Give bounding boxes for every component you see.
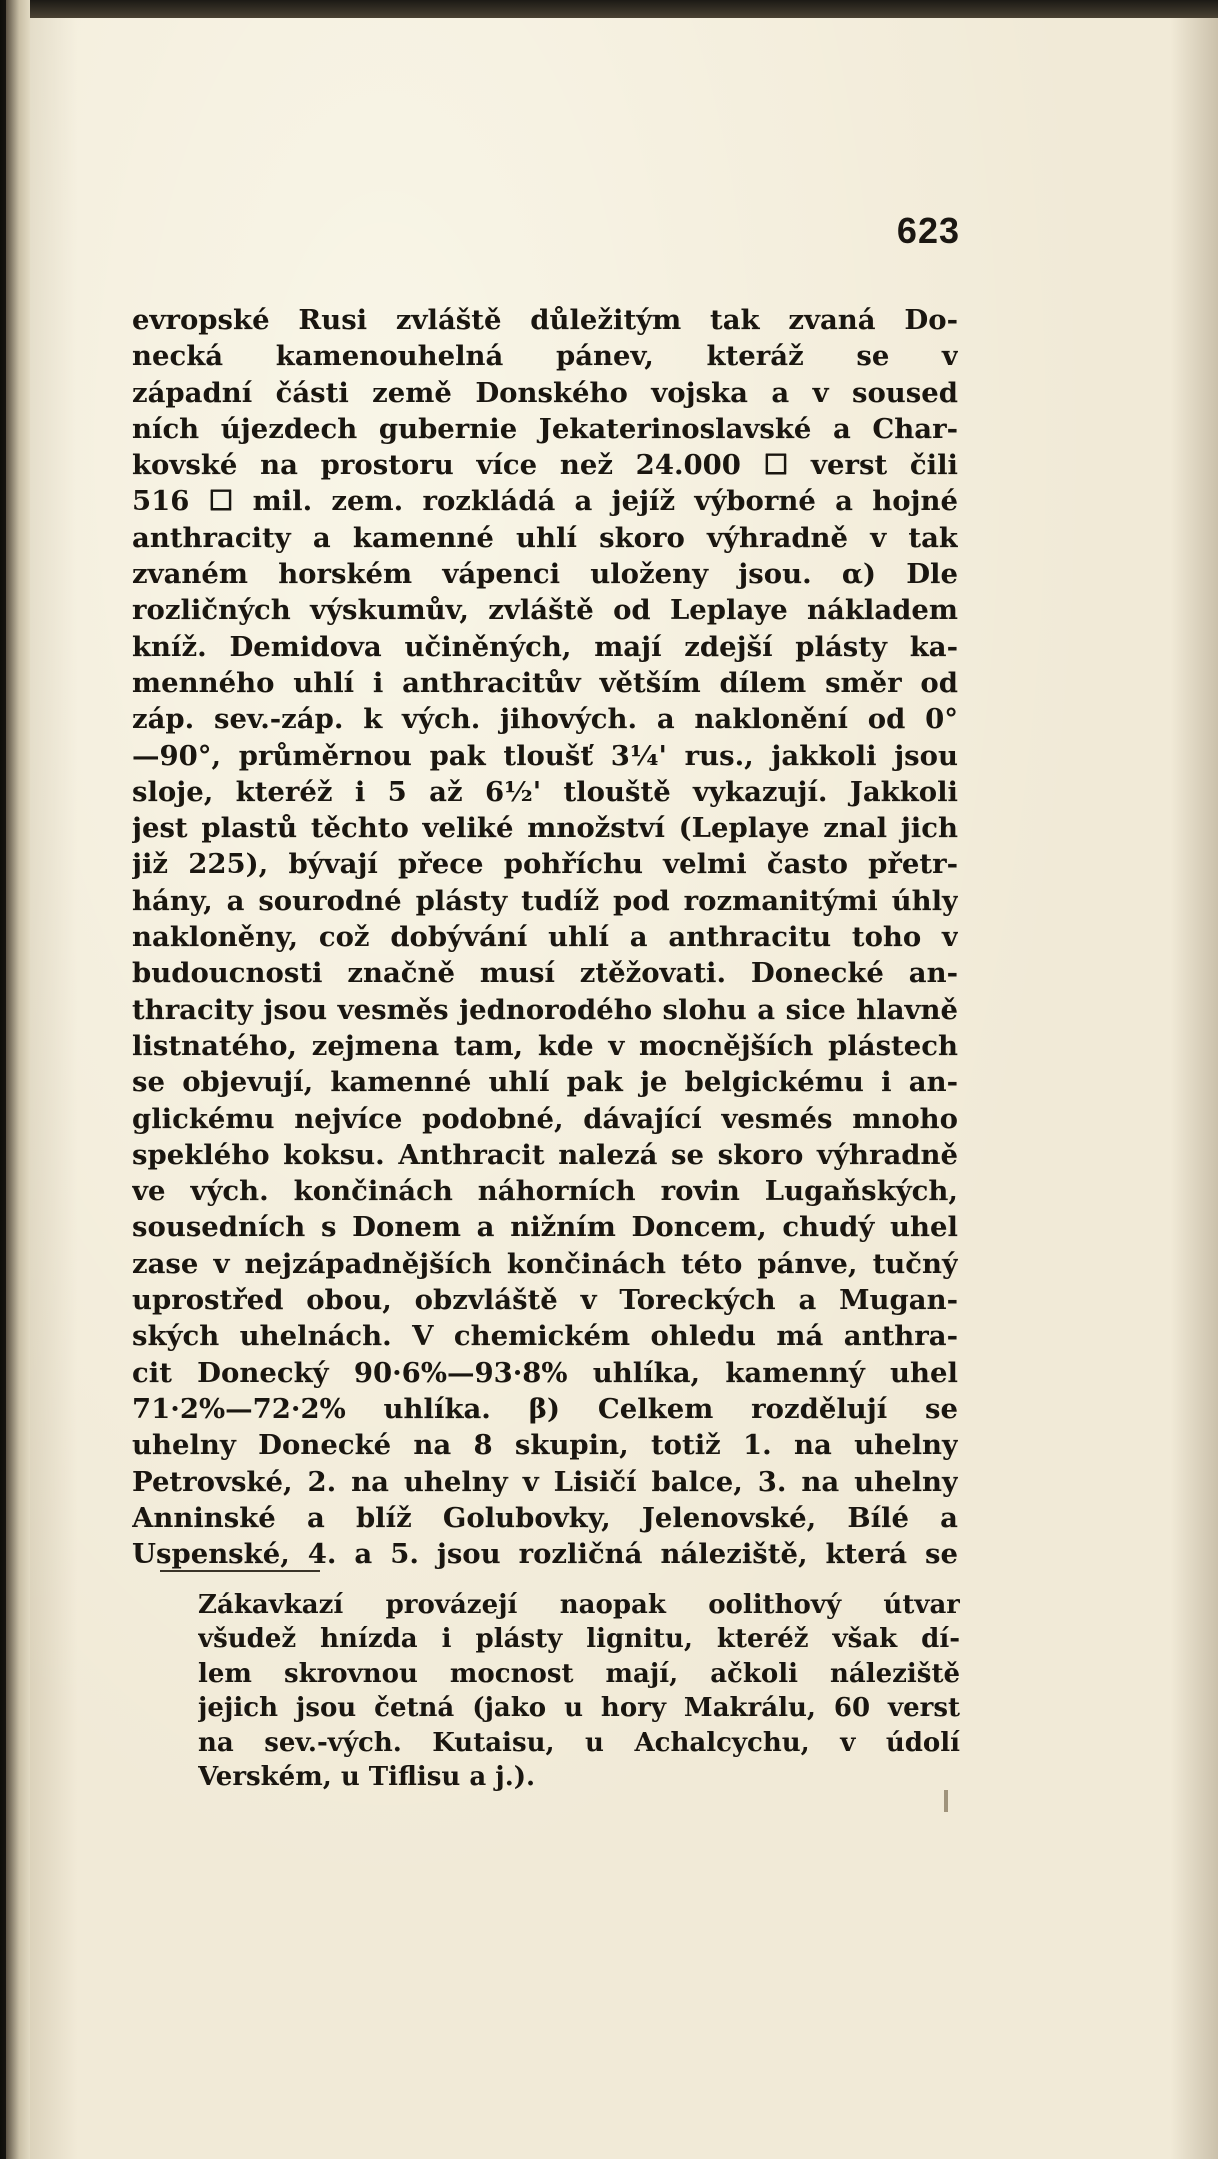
text-line: budoucnosti značně musí ztěžovati. Donecké an- bbox=[132, 957, 958, 990]
text-line: Uspenské, 4. a 5. jsou rozličná náleziště, která se bbox=[132, 1538, 958, 1571]
footnote-block bbox=[198, 1588, 960, 1794]
footnote-line: všudež hnízda i plásty lignitu, kteréž však dí- bbox=[198, 1624, 960, 1655]
text-line: sousedních s Donem a nižním Doncem, chudý uhel bbox=[132, 1211, 958, 1244]
text-line: necká kamenouhelná pánev, kteráž se v bbox=[132, 340, 958, 373]
text-line: zvaném horském vápenci uloženy jsou. α) Dle bbox=[132, 558, 958, 591]
text-line: 516 ☐ mil. zem. rozkládá a jejíž výborné a hojné bbox=[132, 485, 958, 518]
text-line: thracity jsou vesměs jednorodého slohu a sice hlavně bbox=[132, 993, 958, 1026]
previous-page-edge bbox=[6, 0, 30, 2159]
text-line: Petrovské, 2. na uhelny v Lisičí balce, 3. na uhelny bbox=[132, 1465, 958, 1498]
text-line: uprostřed obou, obzvláště v Toreckých a Mugan- bbox=[132, 1284, 958, 1317]
footnote-line: lem skrovnou mocnost mají, ačkoli náleziště bbox=[198, 1658, 960, 1689]
text-line: jest plastů těchto veliké množství (Leplaye znal jich bbox=[132, 812, 958, 845]
footnote-line: Zákavkazí provázejí naopak oolithový útvar bbox=[198, 1590, 960, 1620]
text-line: Anninské a blíž Golubovky, Jelenovské, Bílé a bbox=[132, 1501, 958, 1534]
text-line: glickému nejvíce podobné, dávající vesmés mnoho bbox=[132, 1102, 958, 1135]
text-line: západní části země Donského vojska a v soused bbox=[132, 376, 958, 409]
footnote-line: na sev.-vých. Kutaisu, u Achalcychu, v údolí bbox=[198, 1727, 960, 1758]
text-line: ských uhelnách. V chemickém ohledu má anthra- bbox=[132, 1320, 958, 1353]
text-line: nakloněny, což dobývání uhlí a anthracitu toho v bbox=[132, 921, 958, 954]
text-line: anthracity a kamenné uhlí skoro výhradně v tak bbox=[132, 521, 958, 554]
text-line: menného uhlí i anthracitův větším dílem směr od bbox=[132, 666, 958, 699]
text-line: sloje, kteréž i 5 až 6½' tlouště vykazují. Jakkoli bbox=[132, 775, 958, 808]
page-number: 623 bbox=[896, 210, 960, 251]
text-line: ve vých. končinách náhorních rovin Lugaňských, bbox=[132, 1175, 958, 1208]
text-line: speklého koksu. Anthracit nalezá se skoro výhradně bbox=[132, 1138, 958, 1171]
text-line: hány, a sourodné plásty tudíž pod rozmanitými úhly bbox=[132, 884, 958, 917]
text-line: cit Donecký 90·6%—93·8% uhlíka, kamenný uhel bbox=[132, 1356, 958, 1389]
text-line: ních újezdech gubernie Jekaterinoslavské a Char- bbox=[132, 412, 958, 445]
footnote-separator bbox=[160, 1570, 320, 1572]
text-line: uhelny Donecké na 8 skupin, totiž 1. na uhelny bbox=[132, 1429, 958, 1462]
text-line: záp. sev.-záp. k vých. jihových. a naklonění od 0° bbox=[132, 703, 958, 736]
text-line: evropské Rusi zvláště důležitým tak zvaná Do- bbox=[132, 304, 958, 336]
text-line: —90°, průměrnou pak tloušť 3¼' rus., jakkoli jsou bbox=[132, 739, 958, 772]
margin-ink-mark bbox=[944, 1790, 948, 1812]
text-line: 71·2%—72·2% uhlíka. β) Celkem rozdělují se bbox=[132, 1392, 958, 1425]
footnote-line: jejich jsou četná (jako u hory Makrálu, 60 verst bbox=[198, 1693, 960, 1724]
text-line: kníž. Demidova učiněných, mají zdejší plásty ka- bbox=[132, 630, 958, 663]
text-line: kovské na prostoru více než 24.000 ☐ verst čili bbox=[132, 449, 958, 482]
text-line: se objevují, kamenné uhlí pak je belgickému i an- bbox=[132, 1066, 958, 1099]
text-line: rozličných výskumův, zvláště od Leplaye nákladem bbox=[132, 594, 958, 627]
footnote-line: Verském, u Tiflisu a j.). bbox=[198, 1761, 536, 1792]
page-top-shadow bbox=[30, 0, 1218, 18]
text-line: listnatého, zejmena tam, kde v mocnějších plástech bbox=[132, 1029, 958, 1062]
text-line: již 225), bývají přece pohříchu velmi často přetr- bbox=[132, 848, 958, 881]
text-line: zase v nejzápadnějších končinách této pánve, tučný bbox=[132, 1247, 958, 1280]
main-text-block bbox=[132, 302, 958, 1572]
